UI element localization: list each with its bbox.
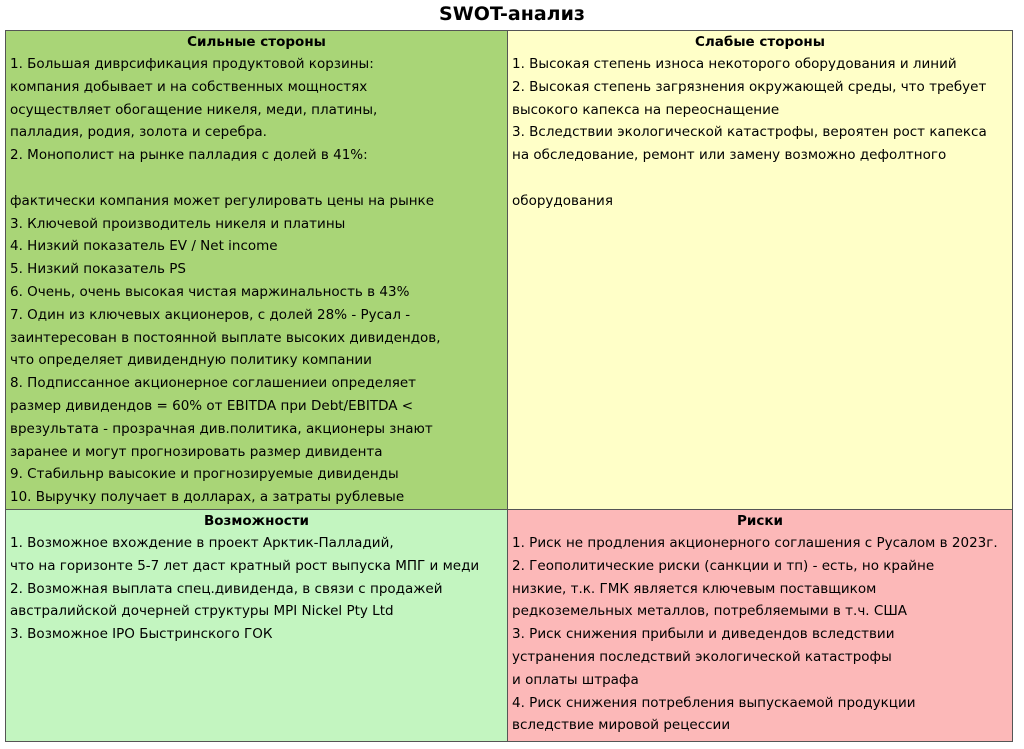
- strengths-lines: [6, 53, 507, 509]
- weaknesses-line: на обследование, ремонт или замену возможно дефолтного: [512, 147, 947, 164]
- strengths-line: что определяет дивидендную политику компании: [10, 352, 372, 369]
- strengths-line: 3. Ключевой производитель никеля и платины: [10, 215, 346, 232]
- weaknesses-line: [508, 167, 1012, 190]
- strengths-line: 10. Выручку получает в долларах, а затраты рублевые: [10, 489, 405, 506]
- weaknesses-line: высокого капекса на переоснащение: [512, 101, 780, 118]
- risks-line: 4. Риск снижения потребления выпускаемой продукции: [512, 694, 916, 711]
- weaknesses-line: оборудования: [512, 192, 613, 209]
- weaknesses-cell: [508, 31, 1012, 510]
- risks-line: и оплаты штрафа: [512, 671, 639, 688]
- opportunities-cell: [6, 510, 508, 741]
- weaknesses-lines: [508, 53, 1012, 213]
- strengths-line: 6. Очень, очень высокая чистая маржинальность в 43%: [10, 283, 410, 300]
- opportunities-line: 2. Возможная выплата спец.дивиденда, в связи с продажей: [10, 580, 443, 597]
- opportunities-line: 1. Возможное вхождение в проект Арктик-Палладий,: [10, 535, 394, 551]
- strengths-line: 1. Большая диврсификация продуктовой корзины:: [10, 56, 374, 72]
- risks-heading: Риски: [737, 513, 783, 529]
- strengths-line: палладия, родия, золота и серебра.: [10, 124, 267, 141]
- strengths-line: фактически компания может регулировать цены на рынке: [10, 192, 435, 209]
- strengths-line: осуществляет обогащение никеля, меди, платины,: [10, 101, 378, 118]
- strengths-line: 5. Низкий показатель PS: [10, 261, 186, 278]
- opportunities-line: что на горизонте 5-7 лет даст кратный рост выпуска МПГ и меди: [10, 557, 480, 574]
- weaknesses-line: 2. Высокая степень загрязнения окружающей среды, что требует: [512, 78, 987, 95]
- strengths-line: компания добывает и на собственных мощностях: [10, 78, 368, 95]
- weaknesses-line: 3. Вследствии экологической катастрофы, вероятен рост капекса: [512, 124, 987, 141]
- strengths-line: [6, 167, 507, 190]
- risks-lines: [508, 532, 1012, 737]
- opportunities-line: 3. Возможное IPO Быстринского ГОК: [10, 626, 273, 643]
- risks-line: редкоземельных металлов, потребляемыми в т.ч. США: [512, 603, 907, 620]
- strengths-line: заранее и могут прогнозировать размер дивидента: [10, 443, 383, 460]
- swot-table: [5, 30, 1013, 742]
- strengths-heading: Сильные стороны: [187, 34, 326, 50]
- opportunities-line: австралийской дочерней структуры MPI Nickel Pty Ltd: [10, 603, 394, 620]
- strengths-cell: [6, 31, 508, 510]
- strengths-line: 7. Один из ключевых акционеров, с долей 28% - Русал -: [10, 306, 411, 323]
- risks-line: низкие, т.к. ГМК является ключевым поставщиком: [512, 580, 877, 597]
- risks-line: 1. Риск не продления акционерного соглашения с Русалом в 2023г.: [512, 535, 998, 551]
- opportunities-heading: Возможности: [203, 513, 310, 529]
- risks-line: устранения последствий экологической катастрофы: [512, 648, 892, 665]
- strengths-line: 8. Подписсанное акционерное соглашениеи определяет: [10, 375, 417, 392]
- risks-line: 3. Риск снижения прибыли и диведендов вследствии: [512, 626, 895, 643]
- strengths-line: 4. Низкий показатель EV / Net income: [10, 238, 278, 255]
- page-title: SWOT-анализ: [439, 3, 585, 25]
- strengths-line: 9. Стабильнр ваысокие и прогнозируемые дивиденды: [10, 466, 399, 483]
- strengths-line: врезультата - прозрачная див.политика, акционеры знают: [10, 420, 433, 437]
- strengths-line: заинтересован в постоянной выплате высоких дивидендов,: [10, 329, 441, 346]
- weaknesses-heading: Слабые стороны: [695, 34, 825, 50]
- risks-line: вследствие мировой рецессии: [512, 717, 731, 734]
- risks-cell: [508, 510, 1012, 741]
- strengths-line: размер дивидендов = 60% от EBITDA при Debt/EBITDA <: [10, 397, 414, 414]
- strengths-line: 2. Монополист на рынке палладия с долей в 41%:: [10, 147, 368, 164]
- weaknesses-line: 1. Высокая степень износа некоторого оборудования и линий: [512, 56, 957, 72]
- opportunities-lines: [6, 532, 507, 646]
- risks-line: 2. Геополитические риски (санкции и тп) - есть, но крайне: [512, 557, 935, 574]
